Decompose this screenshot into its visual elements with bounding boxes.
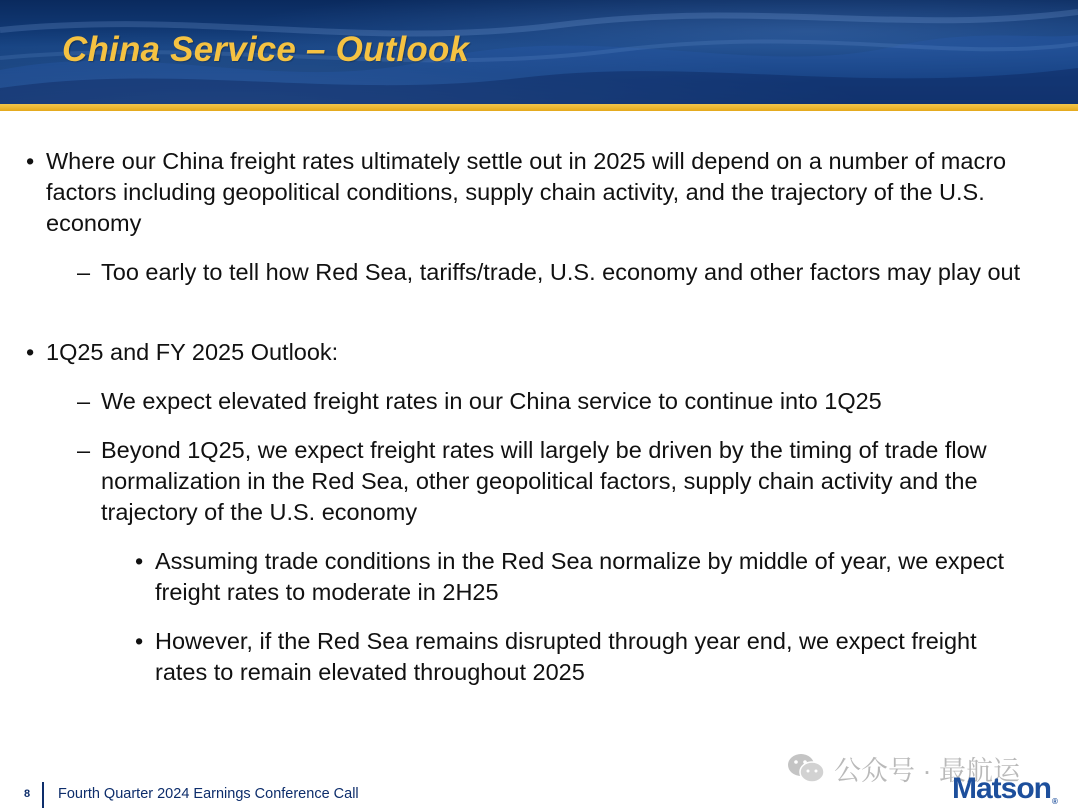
bullet-text: We expect elevated freight rates in our China service to continue into 1Q25 — [101, 388, 882, 414]
registered-mark: ® — [1052, 797, 1057, 806]
list-item — [77, 386, 1031, 417]
list-item — [26, 337, 1036, 368]
list-item — [77, 435, 1036, 528]
bullet-text: 1Q25 and FY 2025 Outlook: — [46, 339, 339, 365]
page-number: 8 — [24, 788, 31, 800]
bullet-marker: • — [26, 339, 35, 365]
matson-logo — [952, 772, 1057, 806]
accent-bar — [0, 104, 1078, 111]
bullet-marker: – — [77, 388, 91, 414]
page-title: China Service – Outlook — [62, 30, 470, 69]
footer-divider — [42, 782, 44, 808]
bullet-text: Too early to tell how Red Sea, tariffs/trade, U.S. economy and other factors may play out — [101, 259, 1021, 285]
logo-text: Matson — [952, 772, 1051, 805]
bullet-marker: • — [26, 148, 35, 174]
list-item — [77, 257, 1031, 288]
list-item — [135, 626, 1015, 688]
bullet-text: Assuming trade conditions in the Red Sea normalize by middle of year, we expect freight rates to moderate in 2H25 — [155, 548, 1005, 605]
bullet-text: Where our China freight rates ultimately settle out in 2025 will depend on a number of macro factors including geopolitical conditions, supply chain activity, and the trajectory of the U.S. economy — [46, 148, 1007, 236]
bullet-marker: • — [135, 628, 144, 654]
footer-caption: Fourth Quarter 2024 Earnings Conference Call — [58, 786, 359, 802]
bullet-marker: • — [135, 548, 144, 574]
wechat-icon — [786, 752, 826, 784]
bullet-text: Beyond 1Q25, we expect freight rates will largely be driven by the timing of trade flow normalization in the Red Sea, other geopolitical factors, supply chain activity and the trajectory of the U.S. economy — [101, 437, 987, 525]
list-item — [135, 546, 1025, 608]
bullet-marker: – — [77, 437, 91, 463]
bullet-text: However, if the Red Sea remains disrupted through year end, we expect freight rates to remain elevated throughout 2025 — [155, 628, 977, 685]
header-banner — [0, 0, 1078, 104]
list-item — [26, 146, 1036, 239]
watermark-text: 公众号 · 最航运 — [834, 755, 1020, 786]
bullet-marker: – — [77, 259, 91, 285]
